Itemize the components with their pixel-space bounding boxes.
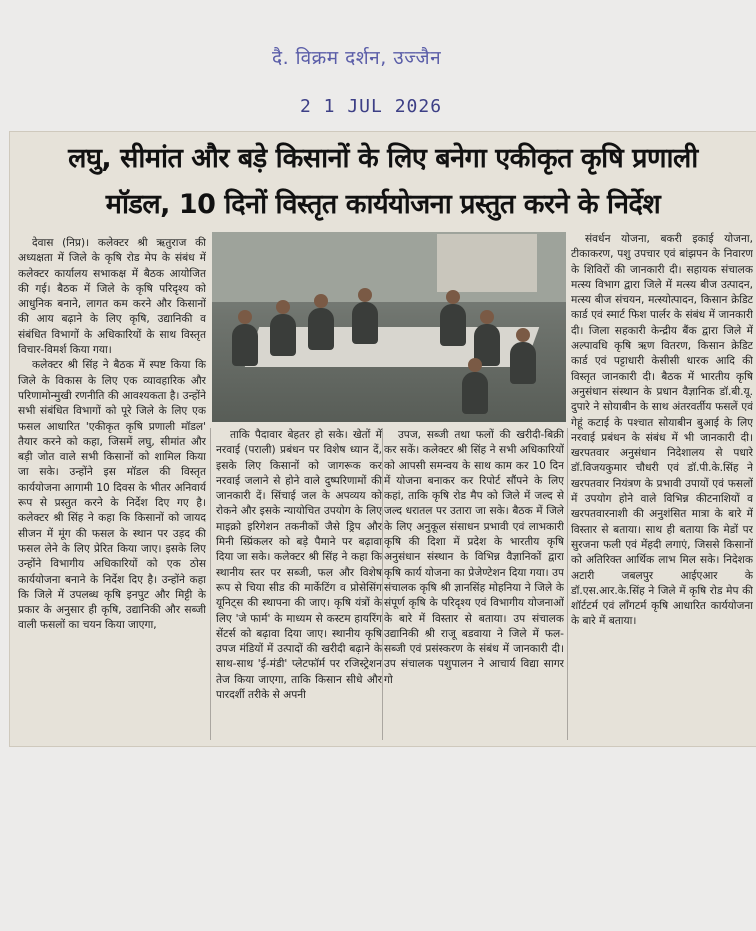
- photo-person: [440, 304, 466, 346]
- column-1-paragraph-2: कलेक्टर श्री सिंह ने बैठक में स्पष्ट किया कि जिले के विकास के लिए एक व्यावहारिक और परिणामोन्मुखी रणनीति की आवश्यकता है। उन्होंने सभी संबंधित विभागों को पूरे जिले के लिए एक फसल आधारित 'एकीकृत कृषि प्रणाली मॉडल' तैयार करने को कहा, जिसमें लघु, सीमांत और बड़ी जोत वाले सभी किसानों को शामिल किया जा सके। उन्होंने इस मॉडल की विस्तृत कार्ययोजना आगामी 10 दिवस के भीतर अनिवार्य रूप से प्रस्तुत करने के निर्देश दिए गए है। कलेक्टर श्री सिंह ने कहा कि किसानों को जायद सीजन में मूंग की फसल के स्थान पर उड़द की फसल लेने के लिए प्रेरित किया जाए। इसके लिए उन्होंने विभागीय अधिकारियों को एक ठोस कार्ययोजना बनाने के निर्देश दिए है। उन्होंने कहा कि जिले में उपलब्ध कृषि इनपुट और मिट्टी के प्रकार के अनुसार ही कृषि, उद्यानिकी और सब्जी वाली फसलों का चयन किया जाएगा,: [18, 359, 206, 632]
- photo-person: [462, 372, 488, 414]
- column-divider: [567, 428, 568, 740]
- photo-person: [510, 342, 536, 384]
- column-divider: [210, 428, 211, 740]
- column-divider: [382, 428, 383, 740]
- column-2-paragraph-1: ताकि पैदावार बेहतर हो सके। खेतों में नरवाई (पराली) प्रबंधन पर विशेष ध्यान दें, इसके लिए किसानों को जागरूक कर नरवाई जलाने से होने वाले दुष्परिणामों की जानकारी दें। सिंचाई जल के अपव्यय को रोकने और इसके न्यायोचित उपयोग के लिए माइक्रो इरिगेशन तकनीकों जैसे ड्रिप और मिनी स्प्रिंकलर को बड़े पैमाने पर बढ़ावा दिया जा सके। कलेक्टर श्री सिंह ने कहा कि स्थानीय स्तर पर सब्जी, फल और विशेष रूप से चिया सीड की मार्केटिंग व प्रोसेसिंग यूनिट्स की स्थापना की जाए। कृषि यंत्रों के लिए 'जे फार्म' के माध्यम से कस्टम हायरिंग सेंटर्स को बढ़ावा दिया जाए। स्थानीय कृषि उपज मंडियों में उत्पादों की खरीदी बढ़ाने के साथ-साथ 'ई-मंडी' प्लेटफॉर्म पर रजिस्ट्रेशन तेज किया जाएगा, ताकि किसान सीधे और पारदर्शी तरीके से अपनी: [216, 429, 382, 702]
- photo-banner: [437, 234, 537, 292]
- photo-person: [232, 324, 258, 366]
- column-4-paragraph-1: संवर्धन योजना, बकरी इकाई योजना, टीकाकरण, पशु उपचार एवं बांझपन के निवारण के शिविरों की जानकारी दी। सहायक संचालक मत्स्य विभाग द्वारा जिले में मत्स्य बीज उत्पादन, मत्स्य बीज संचयन, मत्स्योत्पादन, किसान क्रेडिट कार्ड एवं स्मार्ट फिश पार्लर के संबंध में जानकारी दी। जिला सहकारी केन्द्रीय बैंक द्वारा जिले में अल्पावधि कृषि ऋण वितरण, किसान क्रेडिट कार्ड एवं पट्टाधारी केसीसी धारक आदि की विस्तृत जानकारी दी। बैठक में भारतीय कृषि अनुसंधान संस्थान के प्रधान वैज्ञानिक डॉ.बी.यू. दुपारे ने सोयाबीन के साथ अंतरवर्तीय फसलें एवं गेहूं कटाई के पश्चात सोयाबीन बुआई के लिए नरवाई प्रबंधन के संबंध में भी जानकारी दी। खरपतवार अनुसंधान निदेशालय से पधारे डॉ.विजयकुमार चौधरी एवं डॉ.पी.के.सिंह ने खरपतवार नियंत्रण के प्रभावी उपायों एवं फसलों में उपयोग होने वाले विभिन्न कीटनाशियों व खरपतवारनाशी की अनुशंसित मात्रा के बारे में विस्तार से बताया। साथ ही बताया कि मेडों पर सुरजना फली एवं मेंहदी लगाएं, जिससे किसानों को अतिरिक्त आर्थिक लाभ मिल सके। निदेशक अटारी जबलपुर आईएआर के डॉ.एस.आर.के.सिंह ने जिले में कृषि रोड मेप की शॉर्टटर्म एवं लॉंगटर्म कृषि आधारित कार्ययोजना के बारे में बताया।: [571, 233, 753, 628]
- column-1-paragraph-1: देवास (निप्र)। कलेक्टर श्री ऋतुराज की अध्यक्षता में जिले के कृषि रोड मेप के संबंध में कलेक्टर कार्यालय सभाकक्ष में बैठक आयोजित की गई। बैठक में जिले के कृषि परिदृश्य को आधुनिक बनाने, लागत कम करने और किसानों की आय बढ़ाने के लिए कृषि, उद्यानिकी व संबंधित विभागों के अधिकारियों के साथ विस्तृत विचार-विमर्श किया गया।: [18, 237, 206, 357]
- article-column-2: [216, 428, 382, 742]
- article-column-3: [384, 428, 564, 742]
- newspaper-source-stamp: दै. विक्रम दर्शन, उज्जैन: [272, 47, 442, 69]
- photo-person: [352, 302, 378, 344]
- meeting-photo: [212, 232, 566, 422]
- headline-line-1: लघु, सीमांत और बड़े किसानों के लिए बनेगा एकीकृत कृषि प्रणाली: [68, 143, 698, 174]
- photo-person: [270, 314, 296, 356]
- date-stamp: 2 1 JUL 2026: [300, 96, 443, 117]
- photo-person: [308, 308, 334, 350]
- headline-line-2: मॉडल, 10 दिनों विस्तृत कार्ययोजना प्रस्तुत करने के निर्देश: [105, 189, 661, 220]
- column-3-paragraph-1: उपज, सब्जी तथा फलों की खरीदी-बिक्री कर सकें। कलेक्टर श्री सिंह ने सभी अधिकारियों को आपसी समन्वय के साथ काम कर 10 दिन में योजना बनाकर कर रिपोर्ट सौंपने के लिए कहां, ताकि कृषि रोड मैप को जिले में जल्द से जल्द धरातल पर उतारा जा सके। बैठक में जिले के लिए अनुकूल संसाधन प्रभावी एवं लाभकारी कृषि की दिशा में प्रदेश के भारतीय कृषि अनुसंधान संस्थान के विभिन्न वैज्ञानिकों द्वारा कृषि कार्य योजना का प्रेजेण्टेशन दिया गया। उप संचालक कृषि श्री ज्ञानसिंह मोहनिया ने जिले के संपूर्ण कृषि के परिदृश्य एवं विभागीय योजनाओं के बारे में विस्तार से बताया। उप संचालक उद्यानिकी श्री राजू बडवाया ने जिले में फल-सब्जी एवं प्रसंस्करण के संबंध में जानकारी दी। उप संचालक पशुपालन ने आचार्य विद्या सागर गो: [384, 429, 564, 686]
- article-clipping: [10, 132, 756, 746]
- article-column-1: [18, 236, 206, 742]
- article-column-4: [571, 232, 753, 742]
